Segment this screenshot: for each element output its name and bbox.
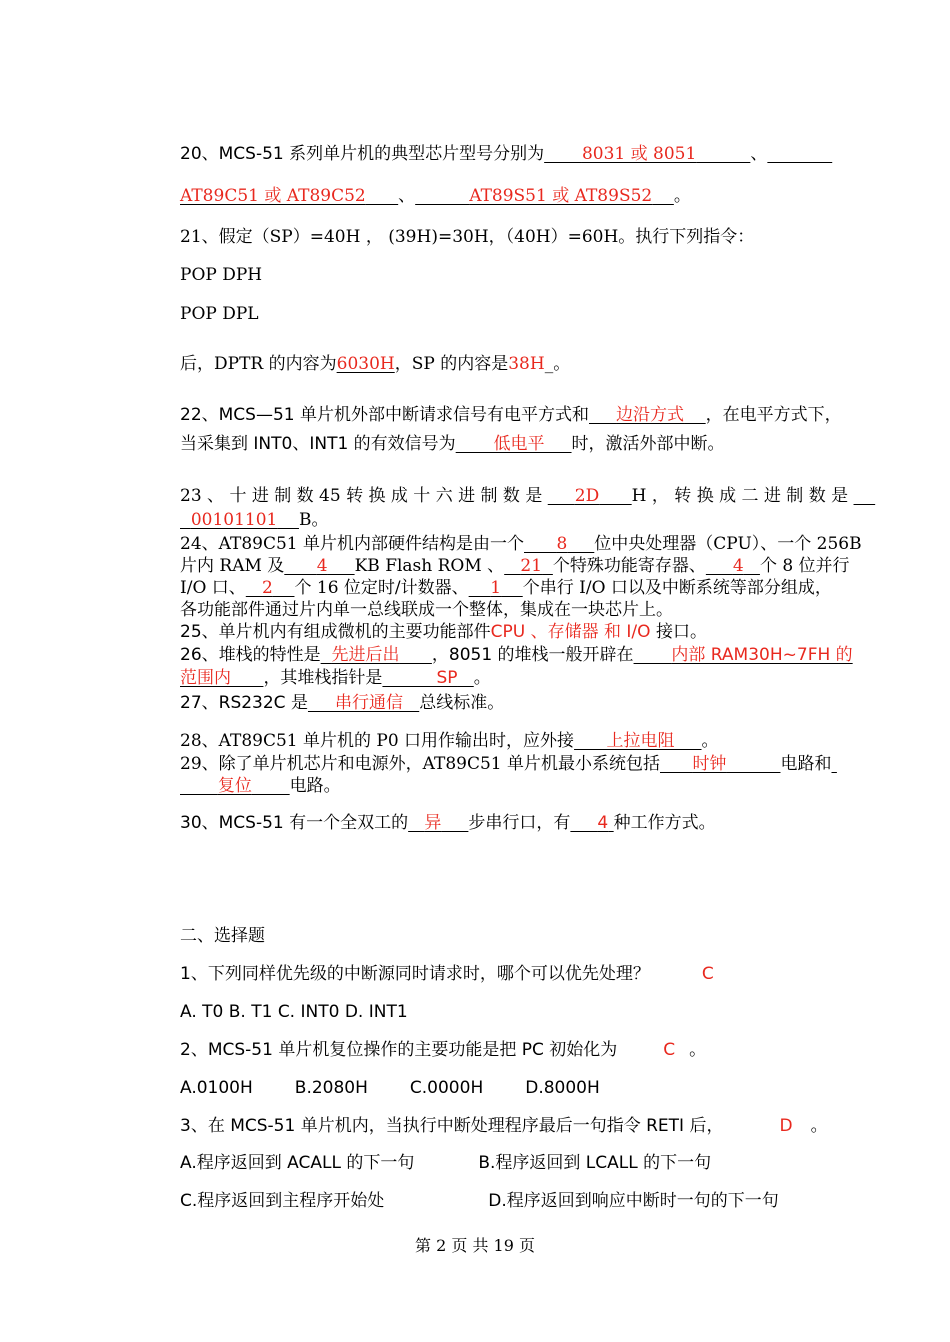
q26-line2 [180,667,491,689]
q24-answer-1: 8 [556,534,568,554]
q26-answer-2a: 内部 RAM30H~7FH 的 [671,645,853,665]
q30-text-b: 步串行口，有 [468,813,571,833]
q24-text-d: KB Flash ROM 、 [354,556,505,576]
choice-3-option-b: B.程序返回到 LCALL 的下一句 [478,1153,712,1173]
choice-3-option-d: D.程序返回到响应中断时一句的下一句 [488,1191,779,1211]
q20-stem: 20、MCS-51 系列单片机的典型芯片型号分别为 [180,144,545,164]
choice-3-option-a: A.程序返回到 ACALL 的下一句 [180,1153,415,1173]
q24-text-g: I/O 口、 [180,578,246,598]
q22-line1 [180,404,842,426]
q21-instr-1: POP DPH [180,265,263,285]
q22-text-b: ，在电平方式下， [705,405,842,425]
choice-2-text: 2、MCS-51 单片机复位操作的主要功能是把 PC 初始化为 [180,1040,618,1060]
q22-text-a: 22、MCS—51 单片机外部中断请求信号有电平方式和 [180,405,589,425]
q21-answer-1: 6030H [336,354,395,374]
q23-answer-1: 2D [574,486,600,506]
q24-answer-2: 4 [316,556,328,576]
q22-answer-1: 边沿方式 [616,405,685,425]
q28-text-b: 。 [701,731,719,751]
q21-text-a: 后，DPTR 的内容为 [180,354,337,374]
q27 [180,692,504,714]
q29-line2 [180,775,341,797]
q25-answer: CPU 、存储器 和 I/O [490,622,651,642]
choice-3-options-row-1 [180,1152,711,1174]
choice-1-stem [180,963,714,985]
q20-sep-1: 、 [750,144,768,164]
q30-text-c: 种工作方式。 [613,813,716,833]
q29-text-c: 电路。 [289,776,341,796]
choice-2-option-d: D.8000H [525,1078,600,1098]
q21-instr-2: POP DPL [180,304,259,324]
q24-line2 [180,555,850,577]
choice-3-end: 。 [810,1116,828,1136]
q24-text-b: 位中央处理器（CPU）、一个 256B [594,534,862,554]
q26-answer-2b: 范围内 [180,668,231,688]
q24-text-c: 片内 RAM 及 [180,556,285,576]
q29-answer-2: 复位 [217,776,252,796]
q23-text-b: H ， 转 换 成 二 进 制 数 是 [631,486,849,506]
q23-text-a: 23 、 十 进 制 数 45 转 换 成 十 六 进 制 数 是 [180,486,543,506]
choice-3-answer: D [779,1116,793,1136]
q27-text-b: 总线标准。 [419,693,505,713]
q20-line1 [180,143,832,165]
q26-answer-1: 先进后出 [331,645,400,665]
q21-answer-2: 38H [508,354,545,374]
q24-text-i: 个串行 I/O 口以及中断系统等部分组成， [522,578,832,598]
q24-answer-5: 2 [262,578,273,598]
q21-text-b: ，SP 的内容是 [394,354,509,374]
q26-text-b: ，8051 的堆栈一般开辟在 [431,645,634,665]
q28-answer: 上拉电阻 [606,731,675,751]
q24-answer-6: 1 [490,578,502,598]
choice-3-options-row-2 [180,1190,779,1212]
q26-answer-3: SP [436,668,458,688]
q21-result [180,353,570,375]
q23-line2 [180,509,328,531]
q21-text-c: _。 [544,354,571,374]
q29-text-a: 29、除了单片机芯片和电源外，AT89C51 单片机最小系统包括 [180,754,660,774]
q26-text-c: ，其堆栈指针是 [263,668,383,688]
q23-text-c: B。 [298,510,329,530]
q24-line4: 各功能部件通过片内单一总线联成一个整体，集成在一块芯片上。 [180,600,673,620]
q24-text-e: 个特殊功能寄存器、 [552,556,706,576]
section-title: 二、选择题 [180,926,265,946]
choice-2-option-c: C.0000H [409,1078,484,1098]
choice-2-answer: C [663,1040,676,1060]
q24-answer-3: 21 [520,556,543,576]
q26-text-a: 26、堆栈的特性是 [180,645,321,665]
q30 [180,812,716,834]
q22-answer-2: 低电平 [493,434,545,454]
q20-sep-2: 、 [398,186,416,206]
q20-answer-1: 8031 或 8051 [581,144,697,164]
q24-line1 [180,533,862,555]
q29-answer-1: 时钟 [692,754,727,774]
q22-text-d: 时，激活外部中断。 [571,434,725,454]
q29-line1 [180,753,837,775]
q20-end: 。 [673,186,691,206]
q21-stem: 21、假定（SP）=40H ， (39H)=30H，（40H）=60H。执行下列指令： [180,227,755,247]
q23-answer-2: 00101101 [190,510,278,530]
q26-text-d: 。 [473,668,491,688]
q24-line3 [180,577,832,599]
choice-1-text: 1、下列同样优先级的中断源同时请求时，哪个可以优先处理？ [180,964,650,984]
q22-text-c: 当采集到 INT0、INT1 的有效信号为 [180,434,456,454]
choice-3-option-c: C.程序返回到主程序开始处 [180,1191,385,1211]
choice-2-option-b: B.2080H [294,1078,368,1098]
choice-3-stem [180,1115,828,1137]
q30-answer-1: 异 [424,813,442,833]
q25 [180,621,707,643]
q23-line1 [180,485,875,507]
q22-line2 [180,433,725,455]
q27-text-a: 27、RS232C 是 [180,693,308,713]
q24-text-f: 个 8 位并行 [759,556,850,576]
choice-2-options [180,1077,600,1099]
q20-answer-2: AT89C51 或 AT89C52 [180,186,366,206]
page-footer: 第 2 页 共 19 页 [415,1236,535,1255]
choice-1-options: A. T0 B. T1 C. INT0 D. INT1 [180,1002,408,1022]
q20-line2 [180,185,691,207]
q28-text-a: 28、AT89C51 单片机的 P0 口用作输出时，应外接 [180,731,575,751]
q24-text-a: 24、AT89C51 单片机内部硬件结构是由一个 [180,534,524,554]
q27-answer: 串行通信 [335,693,403,713]
choice-3-text: 3、在 MCS-51 单片机内，当执行中断处理程序最后一句指令 RETI 后， [180,1116,724,1136]
choice-2-stem [180,1039,706,1061]
q26-line1 [180,644,853,666]
q30-text-a: 30、MCS-51 有一个全双工的 [180,813,409,833]
q20-answer-3: AT89S51 或 AT89S52 [469,186,653,206]
choice-2-option-a: A.0100H [180,1078,253,1098]
q28 [180,730,719,752]
q24-text-h: 个 16 位定时/计数器、 [294,578,469,598]
q29-text-b: 电路和 [780,754,832,774]
choice-2-end: 。 [689,1040,707,1060]
q30-answer-2: 4 [597,813,609,833]
choice-1-answer: C [701,964,714,984]
q24-answer-4: 4 [732,556,744,576]
q25-text-b: 接口。 [655,622,707,642]
q25-text-a: 25、单片机内有组成微机的主要功能部件 [180,622,491,642]
